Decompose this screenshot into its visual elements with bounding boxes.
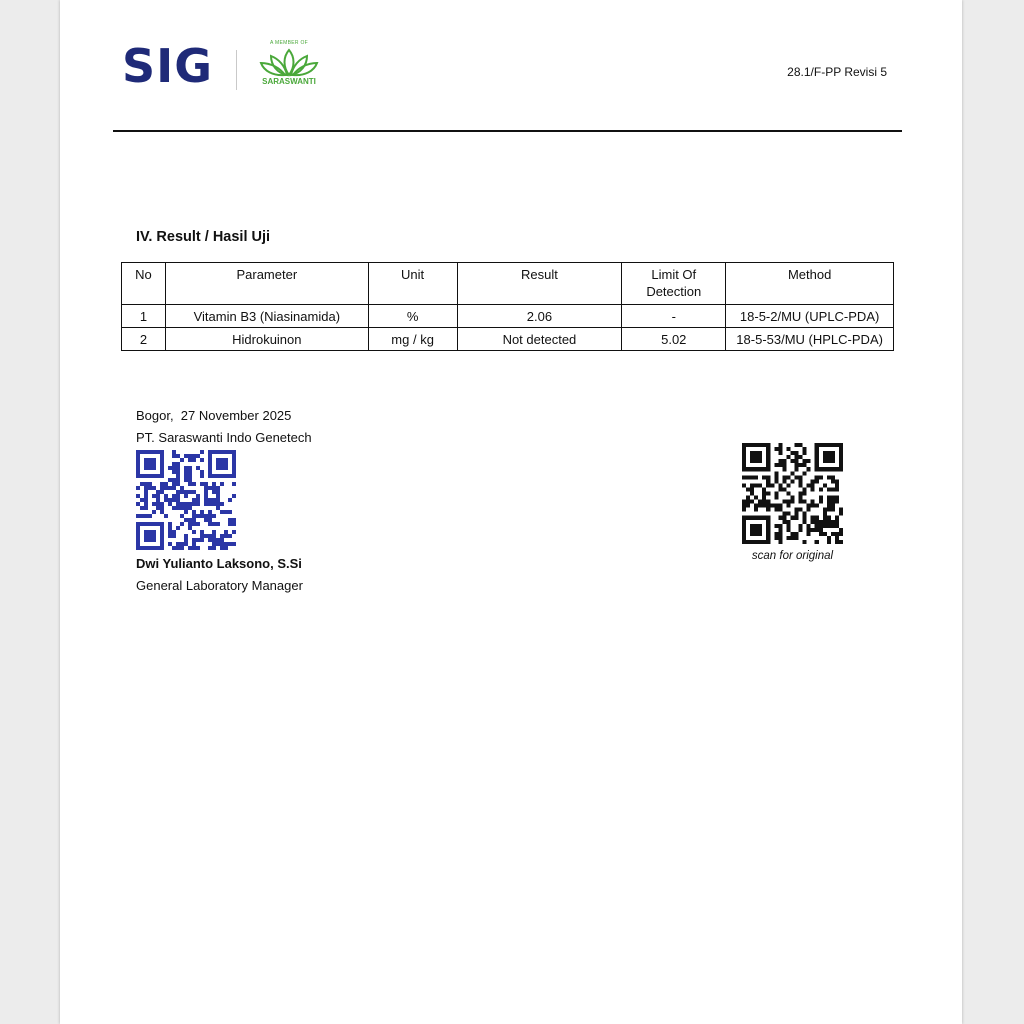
logo-partner-name: SARASWANTI — [262, 77, 316, 86]
document-code: 28.1/F-PP Revisi 5 — [787, 65, 887, 79]
table-row — [122, 328, 894, 351]
header-result: Result — [457, 263, 622, 305]
header-divider — [113, 130, 902, 132]
table-header-row — [122, 263, 894, 305]
cell-method: 18-5-53/MU (HPLC-PDA) — [726, 328, 894, 351]
cell-limit: - — [622, 305, 726, 328]
document-page — [60, 0, 962, 1024]
signer-title: General Laboratory Manager — [136, 578, 303, 593]
verification-qr-code[interactable] — [742, 443, 843, 544]
cell-no: 1 — [122, 305, 166, 328]
logo-divider — [236, 50, 237, 90]
sig-logo: SIG — [122, 39, 214, 93]
cell-method: 18-5-2/MU (UPLC-PDA) — [726, 305, 894, 328]
cell-result: 2.06 — [457, 305, 622, 328]
cell-unit: % — [368, 305, 457, 328]
signature-qr-code[interactable] — [136, 450, 236, 550]
cell-parameter: Hidrokuinon — [165, 328, 368, 351]
table-row — [122, 305, 894, 328]
cell-limit: 5.02 — [622, 328, 726, 351]
saraswanti-leaf-icon — [259, 47, 319, 77]
signature-block — [136, 405, 312, 449]
logo-member-text: A MEMBER OF — [269, 40, 309, 46]
header-method: Method — [726, 263, 894, 305]
cell-parameter: Vitamin B3 (Niasinamida) — [165, 305, 368, 328]
header-limit-of-detection: Limit Of Detection — [622, 263, 726, 305]
scan-caption: scan for original — [751, 550, 834, 562]
cell-result: Not detected — [457, 328, 622, 351]
header-unit: Unit — [368, 263, 457, 305]
section-title: IV. Result / Hasil Uji — [136, 229, 271, 245]
results-table — [121, 262, 894, 351]
header-parameter: Parameter — [165, 263, 368, 305]
place-date: Bogor, 27 November 2025 — [136, 408, 292, 423]
cell-unit: mg / kg — [368, 328, 457, 351]
company-name: PT. Saraswanti Indo Genetech — [136, 430, 312, 445]
signer-name: Dwi Yulianto Laksono, S.Si — [136, 556, 302, 571]
cell-no: 2 — [122, 328, 166, 351]
saraswanti-logo — [254, 40, 324, 94]
header-no: No — [122, 263, 166, 305]
